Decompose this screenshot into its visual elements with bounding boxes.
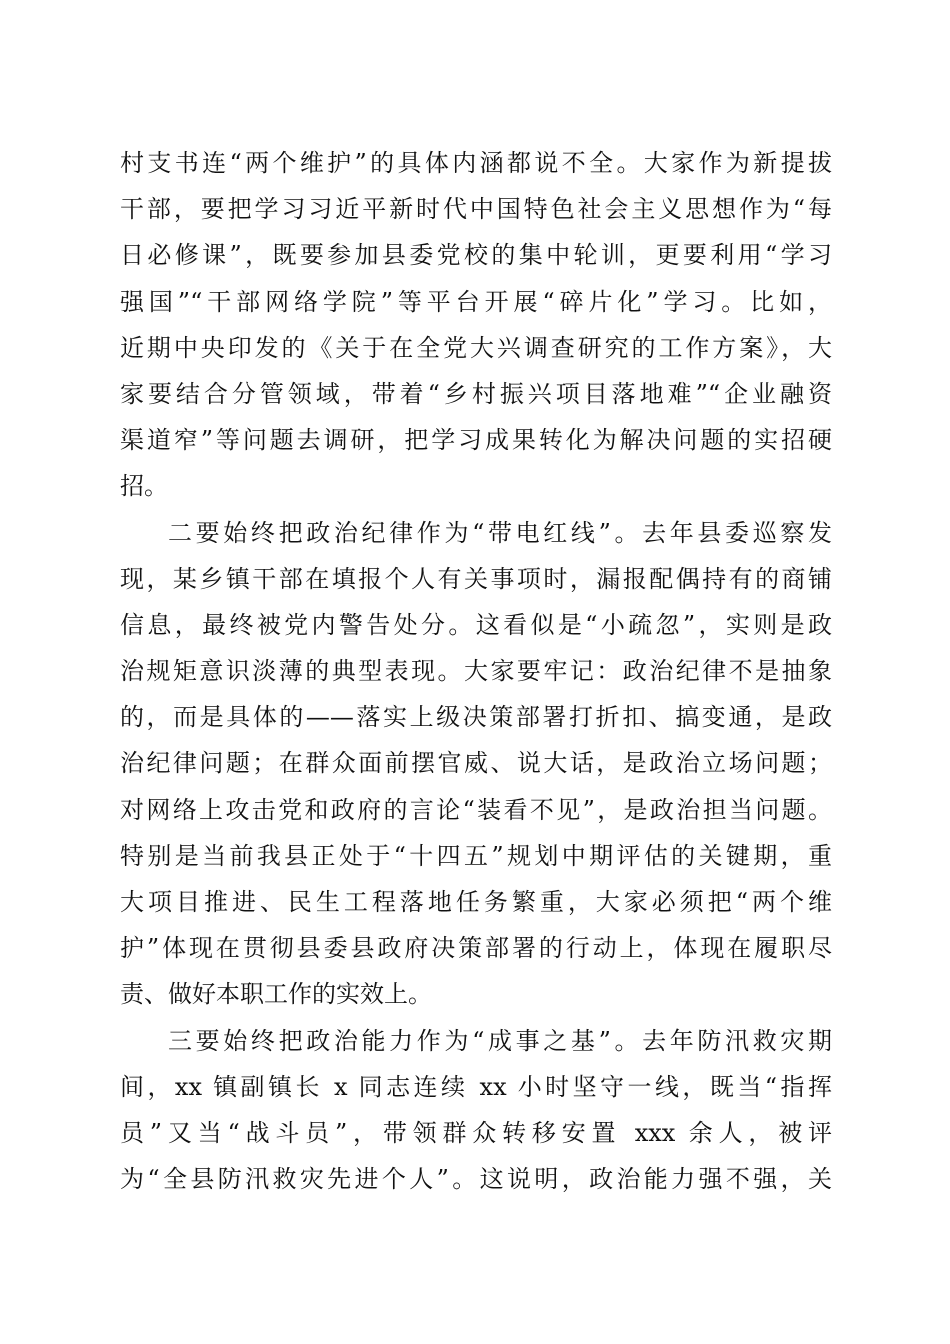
body-text: [120, 140, 832, 1202]
text-line: 强国”“干部网络学院”等平台开展“碎片化”学习。比如，: [120, 287, 832, 316]
text-line: 村支书连“两个维护”的具体内涵都说不全。大家作为新提拔: [120, 149, 832, 177]
text-line: 治规矩意识淡薄的典型表现。大家要牢记：政治纪律不是抽象: [120, 657, 832, 686]
text-line: 对网络上攻击党和政府的言论“装看不见”，是政治担当问题。: [120, 795, 832, 824]
text-line: 现，某乡镇干部在填报个人有关事项时，漏报配偶持有的商铺: [120, 564, 832, 593]
text-line: 责、做好本职工作的实效上。: [120, 980, 432, 1009]
text-line: 护”体现在贯彻县委县政府决策部署的行动上，体现在履职尽: [120, 934, 832, 963]
text-line: 间，xx 镇副镇长 x 同志连续 xx 小时坚守一线，既当“指挥: [120, 1072, 832, 1101]
text-line: 日必修课”，既要参加县委党校的集中轮训，更要利用“学习: [120, 241, 832, 270]
text-line: 近期中央印发的《关于在全党大兴调查研究的工作方案》，大: [120, 333, 832, 362]
text-line: 为“全县防汛救灾先进个人”。这说明，政治能力强不强，关: [120, 1165, 832, 1194]
text-line: 信息，最终被党内警告处分。这看似是“小疏忽”，实则是政: [120, 610, 832, 639]
text-line: 家要结合分管领域，带着“乡村振兴项目落地难”“企业融资: [120, 379, 832, 408]
text-line: 特别是当前我县正处于“十四五”规划中期评估的关键期，重: [120, 841, 832, 870]
paragraph-3-first-line: 三要始终把政治能力作为“成事之基”。去年防汛救灾期: [168, 1026, 832, 1055]
text-line: 大项目推进、民生工程落地任务繁重，大家必须把“两个维: [120, 888, 832, 916]
text-line: 干部，要把学习习近平新时代中国特色社会主义思想作为“每: [120, 195, 832, 224]
text-line: 员”又当“战斗员”，带领群众转移安置 xxx 余人，被评: [120, 1118, 832, 1147]
text-line: 的，而是具体的——落实上级决策部署打折扣、搞变通，是政: [120, 703, 832, 732]
text-line: 招。: [120, 472, 168, 501]
paragraph-2-first-line: 二要始终把政治纪律作为“带电红线”。去年县委巡察发: [168, 518, 832, 547]
text-line: 渠道窄”等问题去调研，把学习成果转化为解决问题的实招硬: [120, 426, 832, 455]
text-line: 治纪律问题；在群众面前摆官威、说大话，是政治立场问题；: [120, 749, 832, 778]
